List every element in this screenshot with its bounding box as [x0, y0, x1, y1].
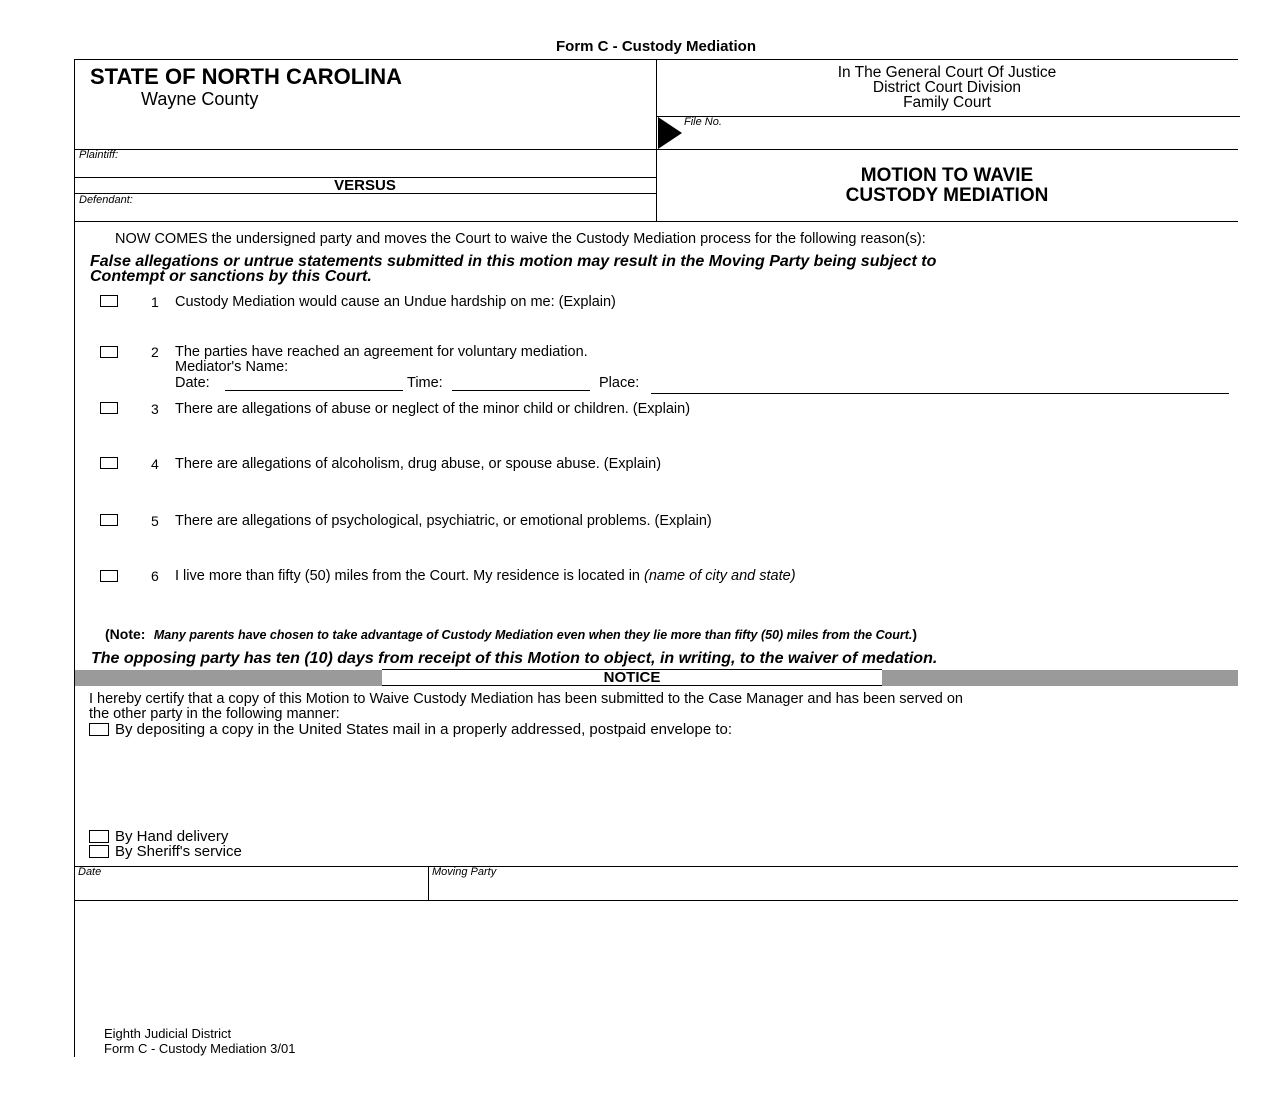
plaintiff-top-line	[74, 149, 656, 150]
header-bottom-border	[74, 221, 1238, 222]
court-line-3: Family Court	[903, 94, 991, 111]
signature-bottom-line	[74, 900, 1238, 901]
warning-line-2: Contempt or sanctions by this Court.	[90, 268, 372, 285]
signature-divider	[428, 866, 429, 900]
file-no-field[interactable]	[740, 118, 1230, 146]
file-no-bottom-line	[656, 149, 1238, 150]
notice-bar-left	[75, 670, 382, 686]
reason-1-number: 1	[151, 294, 159, 310]
form-title: Form C - Custody Mediation	[556, 38, 756, 55]
mediator-time-field[interactable]	[452, 390, 590, 391]
file-no-label: File No.	[684, 116, 722, 128]
reason-6-checkbox[interactable]	[100, 570, 118, 582]
footer-district: Eighth Judicial District	[104, 1026, 232, 1041]
reason-2-text: The parties have reached an agreement for voluntary mediation.	[175, 344, 588, 360]
mediator-place-label: Place:	[599, 375, 640, 391]
defendant-field[interactable]	[150, 196, 650, 218]
reason-5-number: 5	[151, 513, 159, 529]
note-label: (Note:	[105, 626, 146, 642]
reason-6-main-text: I live more than fifty (50) miles from the Court. My residence is located in	[175, 568, 640, 584]
note-body: Many parents have chosen to take advantage of Custody Mediation even when they lie more than fifty (50) miles from the Court.	[153, 628, 913, 642]
reason-3-text: There are allegations of abuse or neglect of the minor child or children. (Explain)	[175, 401, 691, 417]
footer	[104, 1026, 295, 1056]
service-hand-label: By Hand delivery	[115, 828, 229, 845]
warning-line-1: False allegations or untrue statements submitted in this motion may result in the Moving Party being subject to	[90, 253, 937, 270]
date-field[interactable]	[78, 880, 423, 898]
reason-1-text: Custody Mediation would cause an Undue hardship on me: (Explain)	[175, 294, 616, 310]
reason-2-checkbox[interactable]	[100, 346, 118, 358]
reason-5-checkbox[interactable]	[100, 514, 118, 526]
file-no-arrow-icon	[658, 117, 684, 149]
opposing-party-notice: The opposing party has ten (10) days from receipt of this Motion to object, in writing, to the waiver of medation.	[91, 650, 938, 667]
date-label: Date	[78, 866, 102, 878]
moving-party-label: Moving Party	[432, 866, 497, 878]
reason-4-text: There are allegations of alcoholism, drug abuse, or spouse abuse. (Explain)	[175, 456, 662, 472]
footer-form-id: Form C - Custody Mediation 3/01	[104, 1041, 296, 1056]
service-mail-checkbox[interactable]	[89, 723, 109, 736]
reason-3-number: 3	[151, 401, 159, 417]
mediator-date-label: Date:	[175, 375, 210, 391]
warning-text	[90, 254, 936, 284]
reason-5-text: There are allegations of psychological, psychiatric, or emotional problems. (Explain)	[175, 513, 712, 529]
service-sheriff-label: By Sheriff's service	[115, 843, 242, 860]
certification-text	[89, 692, 963, 722]
signature-top-line	[74, 866, 1238, 867]
plaintiff-field[interactable]	[140, 152, 650, 176]
defendant-top-line	[74, 193, 656, 194]
mediator-name-label: Mediator's Name:	[175, 359, 289, 375]
intro-text: NOW COMES the undersigned party and moves the Court to waive the Custody Mediation process for the following reason(s):	[115, 231, 926, 247]
mediator-time-label: Time:	[407, 375, 443, 391]
motion-title-line-2: CUSTODY MEDIATION	[845, 185, 1049, 206]
service-mail-label: By depositing a copy in the United States mail in a properly addressed, postpaid envelope to:	[115, 721, 733, 738]
notice-bar-right	[882, 670, 1238, 686]
reason-4-checkbox[interactable]	[100, 457, 118, 469]
motion-title	[657, 166, 1237, 206]
certification-line-2: the other party in the following manner:	[89, 706, 340, 722]
note-close: )	[912, 626, 918, 642]
state-name: STATE OF NORTH CAROLINA	[90, 64, 403, 89]
reason-1-checkbox[interactable]	[100, 295, 118, 307]
county-name: Wayne County	[141, 89, 259, 109]
left-border	[74, 59, 75, 1057]
service-sheriff-checkbox[interactable]	[89, 845, 109, 858]
service-hand-checkbox[interactable]	[89, 830, 109, 843]
court-line-1: In The General Court Of Justice	[837, 64, 1057, 81]
reason-6-text	[175, 568, 796, 584]
reason-2-number: 2	[151, 344, 159, 360]
mediator-place-field[interactable]	[651, 393, 1229, 394]
moving-party-field[interactable]	[432, 880, 1232, 898]
court-line-2: District Court Division	[872, 79, 1022, 96]
plaintiff-label: Plaintiff:	[79, 149, 119, 161]
file-no-top-line	[656, 116, 1240, 117]
reason-3-checkbox[interactable]	[100, 402, 118, 414]
reason-6-hint: (name of city and state)	[644, 568, 796, 584]
mediator-date-field[interactable]	[225, 390, 403, 391]
versus-label: VERSUS	[334, 177, 396, 194]
reason-4-number: 4	[151, 456, 159, 472]
certification-line-1: I hereby certify that a copy of this Motion to Waive Custody Mediation has been submitted to the Case Manager and has been served on	[89, 691, 963, 707]
notice-header: NOTICE	[382, 669, 882, 686]
defendant-label: Defendant:	[79, 194, 133, 206]
motion-title-line-1: MOTION TO WAVIE	[860, 165, 1034, 186]
reason-6-number: 6	[151, 568, 159, 584]
court-name	[657, 65, 1237, 110]
note-text	[105, 626, 917, 644]
